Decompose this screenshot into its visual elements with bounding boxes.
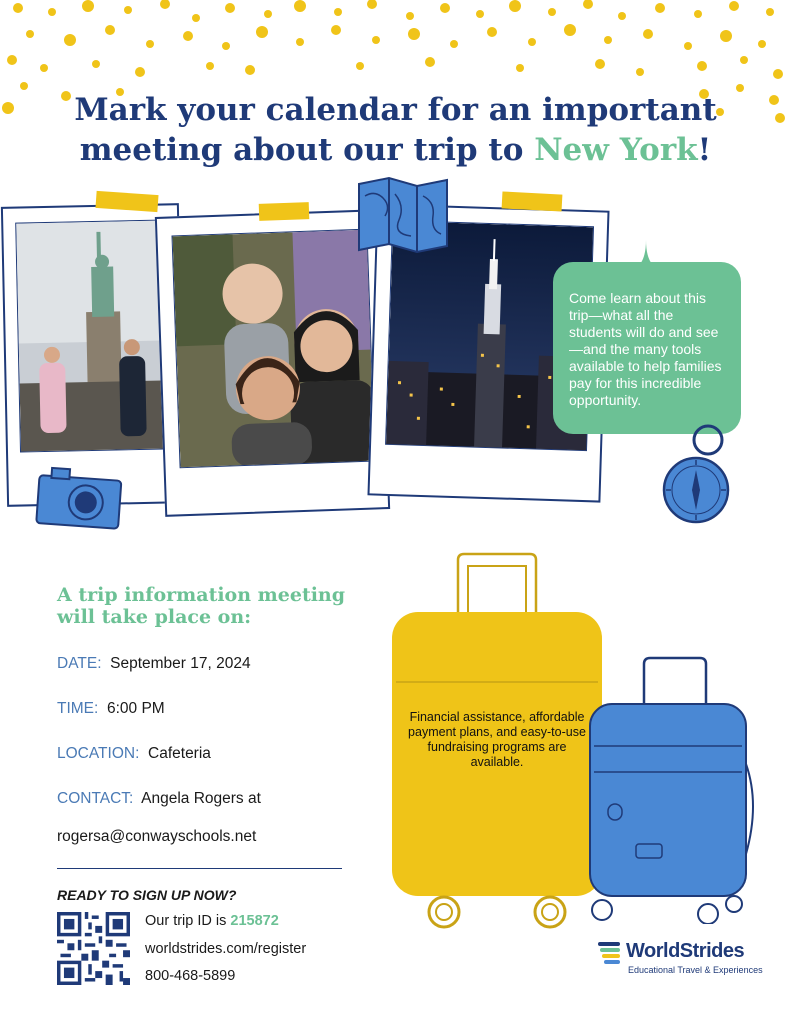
confetti-dot — [372, 36, 380, 44]
blue-suitcase — [584, 654, 760, 924]
confetti-dot — [564, 24, 576, 36]
confetti-dot — [720, 30, 732, 42]
camera-icon — [34, 466, 126, 532]
confetti-dot — [48, 8, 56, 16]
confetti-dot — [160, 0, 170, 9]
confetti-dot — [406, 12, 414, 20]
confetti-dot — [528, 38, 536, 46]
contact-email[interactable]: rogersa@conwayschools.net — [57, 828, 257, 845]
photo-frame-students — [155, 209, 390, 517]
compass-icon — [660, 422, 732, 526]
logo-tagline: Educational Travel & Experiences — [628, 965, 763, 975]
tape — [502, 191, 563, 211]
confetti-dot — [7, 55, 17, 65]
confetti-dot — [440, 3, 450, 13]
confetti-dot — [26, 30, 34, 38]
statue-of-liberty-photo — [16, 220, 170, 452]
confetti-dot — [225, 3, 235, 13]
info-speech-bubble — [553, 262, 741, 434]
confetti-dot — [245, 65, 255, 75]
confetti-dot — [192, 14, 200, 22]
confetti-dot — [135, 67, 145, 77]
worldstrides-logo — [598, 940, 763, 980]
meeting-heading: A trip information meeting will take place on: — [57, 584, 346, 628]
confetti-dot — [2, 102, 14, 114]
time-value: 6:00 PM — [106, 700, 165, 717]
headline-line-2: meeting about our trip to New York! — [79, 132, 712, 168]
confetti-dot — [775, 113, 785, 123]
confetti-dot — [487, 27, 497, 37]
confetti-dot — [296, 38, 304, 46]
confetti-dot — [509, 0, 521, 12]
date-label: DATE: — [57, 655, 102, 672]
confetti-dot — [604, 36, 612, 44]
contact-label: CONTACT: — [57, 790, 134, 807]
worldstrides-logo-mark — [598, 942, 622, 964]
confetti-dot — [694, 10, 702, 18]
confetti-dot — [408, 28, 420, 40]
confetti-dot — [548, 8, 556, 16]
confetti-dot — [367, 0, 377, 9]
time-row — [57, 700, 165, 718]
confetti-dot — [476, 10, 484, 18]
location-value: Cafeteria — [148, 745, 211, 762]
qr-code[interactable] — [57, 912, 130, 985]
confetti-dot — [766, 8, 774, 16]
tape — [259, 202, 310, 221]
confetti-dot — [124, 6, 132, 14]
confetti-dot — [20, 82, 28, 90]
confetti-dot — [105, 25, 115, 35]
confetti-dot — [222, 42, 230, 50]
logo-name: WorldStrides — [626, 940, 745, 962]
confetti-dot — [758, 40, 766, 48]
signup-heading: READY TO SIGN UP NOW? — [57, 887, 237, 903]
confetti-dot — [13, 3, 23, 13]
confetti-dot — [618, 12, 626, 20]
confetti-dot — [331, 25, 341, 35]
divider — [57, 868, 342, 869]
confetti-dot — [643, 29, 653, 39]
phone-number[interactable]: 800-468-5899 — [145, 968, 236, 984]
students-photo — [173, 230, 376, 469]
date-row — [57, 655, 251, 673]
headline-destination: New York — [534, 132, 698, 168]
time-label: TIME: — [57, 700, 99, 717]
contact-row — [57, 790, 261, 808]
confetti-dot — [425, 57, 435, 67]
location-label: LOCATION: — [57, 745, 140, 762]
map-icon — [355, 176, 451, 254]
bubble-text: Come learn about this trip—what all the students will do and see—and the many tools available to help families pay for this incredible opportunity. — [569, 290, 722, 408]
confetti-dot — [697, 61, 707, 71]
confetti-dot — [92, 60, 100, 68]
confetti-dot — [595, 59, 605, 69]
confetti-dot — [655, 3, 665, 13]
confetti-dot — [773, 69, 783, 79]
confetti-dot — [146, 40, 154, 48]
confetti-dot — [294, 0, 306, 12]
confetti-dot — [729, 1, 739, 11]
confetti-dot — [183, 31, 193, 41]
confetti-dot — [684, 42, 692, 50]
headline — [20, 90, 771, 170]
confetti-dot — [82, 0, 94, 12]
confetti-dot — [206, 62, 214, 70]
confetti-dot — [450, 40, 458, 48]
confetti-dot — [334, 8, 342, 16]
location-row — [57, 745, 211, 763]
confetti-dot — [356, 62, 364, 70]
confetti-dot — [264, 10, 272, 18]
date-value: September 17, 2024 — [110, 655, 251, 672]
confetti-dot — [256, 26, 268, 38]
headline-line-1: Mark your calendar for an important — [74, 92, 717, 128]
contact-value: Angela Rogers at — [141, 790, 261, 807]
confetti-dot — [40, 64, 48, 72]
confetti-dot — [636, 68, 644, 76]
trip-id-line: Our trip ID is 215872 — [145, 913, 279, 929]
trip-id: 215872 — [230, 913, 279, 929]
confetti-dot — [64, 34, 76, 46]
confetti-dot — [516, 64, 524, 72]
suitcase-text: Financial assistance, affordable payment plans, and easy-to-use fundraising programs are available. — [408, 710, 586, 769]
confetti-dot — [740, 56, 748, 64]
confetti-dot — [583, 0, 593, 9]
register-url[interactable]: worldstrides.com/register — [145, 941, 307, 957]
